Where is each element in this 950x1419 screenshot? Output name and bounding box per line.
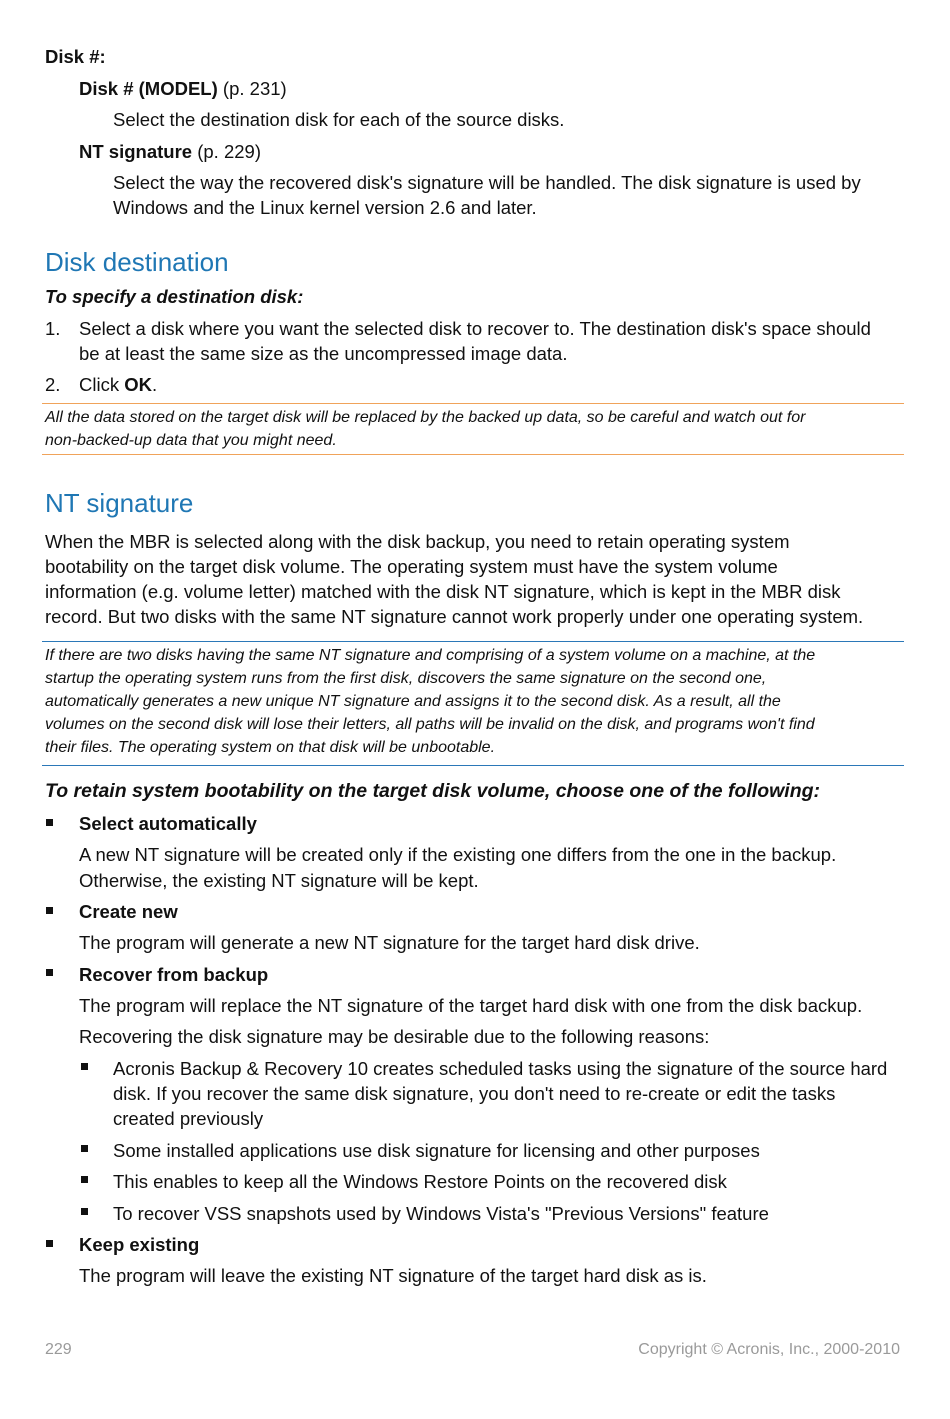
step2-ok: OK [124, 374, 152, 395]
step1-text-line: be at least the same size as the uncompressed image data. [79, 343, 568, 364]
page-number: 229 [45, 1341, 72, 1358]
option-recover-desc: The program will replace the NT signature of the target hard disk with one from the disk backup. [79, 995, 863, 1016]
note-line: All the data stored on the target disk will be replaced by the backed up data, so be careful and watch out for [45, 409, 806, 426]
step-number: 2. [45, 374, 61, 395]
option-keep-label: Keep existing [79, 1234, 200, 1255]
nt-signature-desc-line: Windows and the Linux kernel version 2.6 and later. [113, 197, 537, 218]
nt-para-line: information (e.g. volume letter) matched with the disk NT signature, which is kept in the MBR disk [45, 581, 841, 602]
note-rule-bottom [42, 454, 904, 455]
bullet-icon [46, 819, 53, 826]
disk-model-label: Disk # (MODEL) [79, 78, 218, 99]
nt-note-line: If there are two disks having the same NT signature and comprising of a system volume on a machine, at the [45, 647, 816, 664]
option-recover-label: Recover from backup [79, 964, 269, 985]
copyright: Copyright © Acronis, Inc., 2000-2010 [638, 1341, 900, 1358]
disk-destination-heading: Disk destination [45, 247, 229, 277]
option-recover-reasons-intro: Recovering the disk signature may be desirable due to the following reasons: [79, 1026, 710, 1047]
step2-text [79, 372, 157, 397]
nt-signature-desc-line: Select the way the recovered disk's signature will be handled. The disk signature is used by [113, 172, 861, 193]
bullet-icon [81, 1208, 88, 1215]
option-new-label: Create new [79, 901, 178, 922]
option-new-desc: The program will generate a new NT signature for the target hard disk drive. [79, 932, 700, 953]
reason-line: disk. If you recover the same disk signature, you don't need to re-create or edit the tasks [113, 1083, 836, 1104]
disk-num-title: Disk #: [45, 46, 106, 67]
bullet-icon [46, 969, 53, 976]
disk-destination-subheading: To specify a destination disk: [45, 286, 304, 307]
step2-pre: Click [79, 374, 125, 395]
bullet-icon [46, 907, 53, 914]
nt-note-line: their files. The operating system on that disk will be unbootable. [45, 739, 496, 756]
disk-model-entry [79, 76, 287, 101]
nt-signature-entry [79, 139, 261, 164]
nt-para-line: When the MBR is selected along with the disk backup, you need to retain operating system [45, 531, 790, 552]
nt-signature-label: NT signature [79, 141, 193, 162]
option-keep-desc: The program will leave the existing NT signature of the target hard disk as is. [79, 1265, 707, 1286]
step2-post: . [151, 374, 158, 395]
option-auto-desc-line: A new NT signature will be created only if the existing one differs from the one in the backup. [79, 844, 837, 865]
note-rule-top [42, 403, 904, 404]
nt-para-line: bootability on the target disk volume. The operating system must have the system volume [45, 556, 778, 577]
nt-para-line: record. But two disks with the same NT signature cannot work properly under one operating system. [45, 606, 864, 627]
option-auto-label: Select automatically [79, 813, 257, 834]
reason-line: Acronis Backup & Recovery 10 creates scheduled tasks using the signature of the source hard [113, 1058, 888, 1079]
disk-model-ref: (p. 231) [217, 78, 287, 99]
bullet-icon [81, 1145, 88, 1152]
bullet-icon [81, 1176, 88, 1183]
bullet-icon [81, 1063, 88, 1070]
reason-line: To recover VSS snapshots used by Windows Vista's "Previous Versions" feature [113, 1203, 769, 1224]
option-auto-desc-line: Otherwise, the existing NT signature will be kept. [79, 870, 479, 891]
nt-note-rule-top [42, 641, 904, 642]
nt-note-rule-bottom [42, 765, 904, 766]
nt-note-line: automatically generates a new unique NT signature and assigns it to the second disk. As a result, all the [45, 693, 781, 710]
nt-note-line: startup the operating system runs from the first disk, discovers the same signature on the second one, [45, 670, 767, 687]
nt-signature-ref: (p. 229) [192, 141, 261, 162]
note-line: non-backed-up data that you might need. [45, 432, 337, 449]
step-number: 1. [45, 318, 61, 339]
choose-heading: To retain system bootability on the target disk volume, choose one of the following: [45, 780, 821, 802]
nt-note-line: volumes on the second disk will lose their letters, all paths will be invalid on the disk, and programs won't find [45, 716, 815, 733]
nt-signature-heading: NT signature [45, 488, 194, 518]
reason-line: created previously [113, 1108, 264, 1129]
reason-line: Some installed applications use disk signature for licensing and other purposes [113, 1140, 760, 1161]
step1-text-line: Select a disk where you want the selected disk to recover to. The destination disk's space should [79, 318, 871, 339]
bullet-icon [46, 1240, 53, 1247]
disk-model-desc: Select the destination disk for each of the source disks. [113, 109, 565, 130]
reason-line: This enables to keep all the Windows Restore Points on the recovered disk [113, 1171, 727, 1192]
